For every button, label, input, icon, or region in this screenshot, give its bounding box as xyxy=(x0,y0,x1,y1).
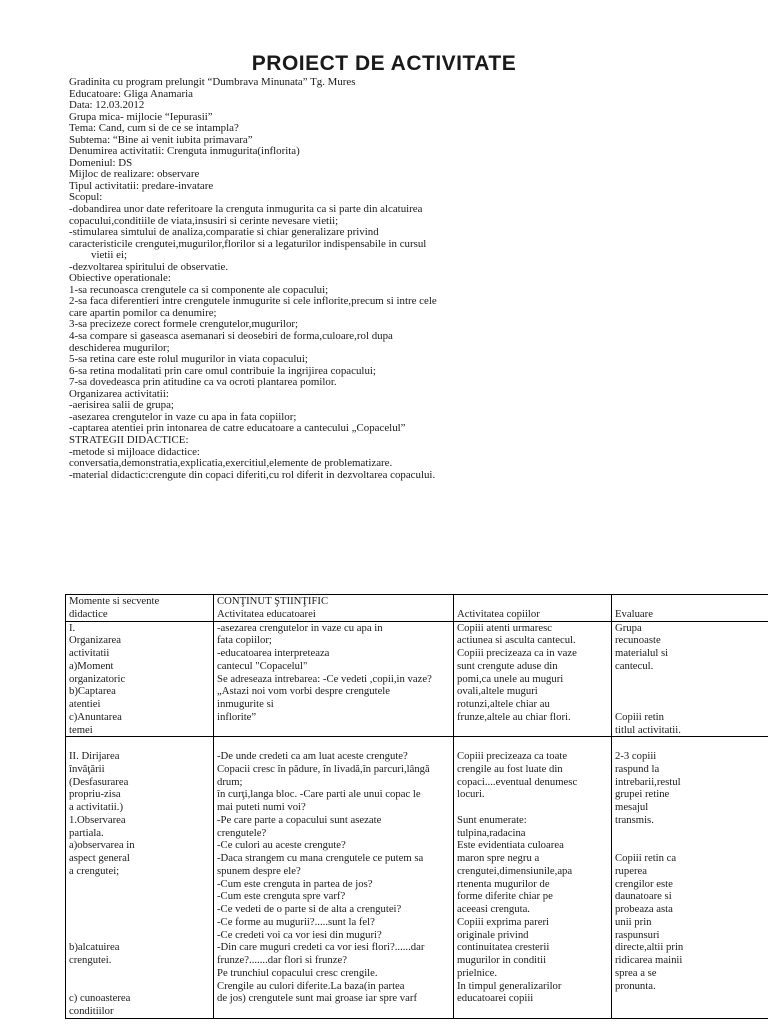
table-cell xyxy=(66,737,214,1019)
cell-line: frunze?.......dar flori si frunze? xyxy=(217,954,347,966)
cell-line: -Din care muguri credeti ca vor iesi flori?......dar xyxy=(217,941,425,954)
body-line: -dobandirea unor date referitoare la crenguta inmugurita ca si parte din alcatuirea xyxy=(69,203,423,216)
cell-line: învăţării xyxy=(69,762,105,775)
cell-line: -Cum este crenguta spre varf? xyxy=(217,890,346,903)
header-cell xyxy=(214,595,454,622)
cell-line xyxy=(69,903,210,916)
body-line: -stimularea simtului de analiza,comparatie si chiar generalizare privind xyxy=(69,226,379,239)
cell-line: mugurilor in conditii xyxy=(457,954,547,966)
cell-line: ridicarea mainii xyxy=(615,954,683,966)
cell-line: Copiii atenti urmaresc xyxy=(457,621,552,634)
cell-line: transmis. xyxy=(615,813,654,826)
cell-line: inflorite” xyxy=(217,710,257,723)
activity-table xyxy=(65,594,768,1019)
cell-line: cantecul. xyxy=(615,659,654,672)
cell-line: copaci....eventual denumesc xyxy=(457,775,578,788)
cell-line: rtenenta mugurilor de xyxy=(457,877,550,890)
body-line: Gradinita cu program prelungit “Dumbrava Minunata” Tg. Mures xyxy=(69,76,356,88)
cell-line xyxy=(615,839,768,852)
cell-line: probeaza asta xyxy=(615,903,673,915)
cell-line xyxy=(457,595,608,608)
cell-line: Evaluare xyxy=(615,607,653,620)
cell-line: CONŢINUT ŞTIINŢIFIC xyxy=(217,595,329,607)
cell-line: grupei retine xyxy=(615,788,670,801)
cell-line: Copacii cresc în pădure, în livadă,în parcuri,lângă xyxy=(217,762,430,775)
cell-line xyxy=(69,929,210,942)
cell-line xyxy=(69,878,210,891)
cell-line: maron spre negru a xyxy=(457,852,540,864)
cell-line: sunt crengute aduse din xyxy=(457,659,558,672)
cell-line: Activitatea copiilor xyxy=(457,607,540,620)
cell-line: spunem despre ele? xyxy=(217,864,301,877)
body-line: -material didactic:crengute din copaci diferiti,cu rol diferit in dezvoltarea copacului. xyxy=(69,468,436,481)
body-line: conversatia,demonstratia,explicatia,exercitiul,elemente de problematizare. xyxy=(69,457,393,470)
cell-line: aspect general xyxy=(69,852,130,864)
cell-line: -Ce culori au aceste crengute? xyxy=(217,839,346,852)
cell-line: -Daca strangem cu mana crengutele ce putem sa xyxy=(217,852,424,864)
cell-line: Activitatea educatoarei xyxy=(217,607,316,620)
cell-line: atentiei xyxy=(69,698,101,710)
cell-line: rotunzi,altele chiar au xyxy=(457,698,550,710)
table-cell xyxy=(454,621,612,737)
cell-line: Grupa xyxy=(615,621,642,634)
cell-line: -Ce forme au mugurii?.....sunt la fel? xyxy=(217,915,375,928)
body-line: -metode si mijloace didactice: xyxy=(69,445,200,458)
cell-line: a)Moment xyxy=(69,659,114,672)
table-cell xyxy=(214,737,454,1019)
cell-line: continuitatea cresterii xyxy=(457,941,550,954)
cell-line: a)observarea in xyxy=(69,839,135,852)
cell-line: c) cunoasterea xyxy=(69,992,131,1005)
table-cell xyxy=(612,737,768,1019)
cell-line: raspund la xyxy=(615,762,660,775)
cell-line: c)Anuntarea xyxy=(69,710,122,723)
cell-line: cantecul "Copacelul" xyxy=(217,659,308,672)
cell-line: tulpina,radacina xyxy=(457,826,526,839)
cell-line xyxy=(69,890,210,903)
body-line: STRATEGII DIDACTICE: xyxy=(69,433,189,446)
cell-line: crengutele? xyxy=(217,826,267,839)
body-line: Subtema: “Bine ai venit iubita primavara” xyxy=(69,133,253,146)
cell-line: -De unde credeti ca am luat aceste crengute? xyxy=(217,750,408,762)
cell-line: Organizarea xyxy=(69,634,122,647)
body-line: deschiderea mugurilor; xyxy=(69,341,170,354)
body-line: care apartin pomilor ca denumire; xyxy=(69,306,217,319)
header-cell xyxy=(454,595,612,622)
body-line: Domeniul: DS xyxy=(69,156,133,169)
table-header-row xyxy=(66,595,768,622)
cell-line xyxy=(69,967,210,980)
body-line: Data: 12.03.2012 xyxy=(69,99,145,112)
body-line: 2-sa faca diferentieri intre crengutele inmugurite si cele inflorite,precum si intre cele xyxy=(69,295,437,308)
body-line: Scopul: xyxy=(69,191,103,204)
table-row xyxy=(66,621,768,737)
cell-line: b)alcatuirea xyxy=(69,941,120,954)
body-line: 4-sa compare si gaseasca asemanari si deosebiri de forma,culoare,rol dupa xyxy=(69,330,393,343)
cell-line: -Ce vedeti de o parte si de alta a crengutei? xyxy=(217,903,402,915)
cell-line: frunze,altele au chiar flori. xyxy=(457,710,571,723)
cell-line: Copiii precizeaza ca toate xyxy=(457,750,568,762)
body-line: -aerisirea salii de grupa; xyxy=(69,399,174,412)
cell-line: Copiii retin ca xyxy=(615,852,677,864)
body-line: 7-sa dovedeasca prin atitudine ca va ocroti plantarea pomilor. xyxy=(69,376,337,389)
body-line: vietii ei; xyxy=(91,249,127,262)
table-cell xyxy=(66,621,214,737)
cell-line: ovali,altele muguri xyxy=(457,685,538,698)
document-title: PROIECT DE ACTIVITATE xyxy=(251,52,517,75)
body-line: 3-sa precizeze corect formele crengutelor,mugurilor; xyxy=(69,318,299,331)
cell-line: crengilor este xyxy=(615,877,673,890)
cell-line: educatoarei copiii xyxy=(457,992,534,1005)
cell-line: drum; xyxy=(217,775,243,788)
cell-line: „Astazi noi vom vorbi despre crengutele xyxy=(217,685,391,698)
table-row xyxy=(66,737,768,1019)
document-body xyxy=(69,77,489,481)
header-cell xyxy=(66,595,214,622)
body-line: Obiective operationale: xyxy=(69,272,171,285)
cell-line: Este evidentiata culoarea xyxy=(457,839,564,852)
body-line: -dezvoltarea spiritului de observatie. xyxy=(69,260,229,273)
cell-line: de jos) crengutele sunt mai groase iar spre varf xyxy=(217,992,418,1005)
cell-line: propriu-zisa xyxy=(69,788,121,801)
cell-line: Copiii exprima pareri xyxy=(457,915,550,928)
cell-line: intrebarii,restul xyxy=(615,775,681,788)
cell-line xyxy=(615,827,768,840)
cell-line: mesajul xyxy=(615,801,649,813)
cell-line: Sunt enumerate: xyxy=(457,813,527,826)
header-cell xyxy=(612,595,768,622)
table-cell xyxy=(214,621,454,737)
cell-line: -Cum este crenguta in partea de jos? xyxy=(217,877,373,890)
cell-line: 2-3 copiii xyxy=(615,750,657,762)
cell-line: recunoaste xyxy=(615,634,661,647)
cell-line xyxy=(457,737,608,750)
cell-line: mai puteti numi voi? xyxy=(217,801,306,813)
cell-line: titlul activitatii. xyxy=(615,723,681,736)
body-line: caracteristicile crengutei,mugurilor,florilor si a legaturilor indispensabile in cursul xyxy=(69,237,427,250)
cell-line: aceeasi crenguta. xyxy=(457,903,530,915)
cell-line: partiala. xyxy=(69,826,104,839)
cell-line: originale privind xyxy=(457,928,529,941)
cell-line xyxy=(69,980,210,993)
cell-line: directe,altii prin xyxy=(615,941,684,954)
body-line: Mijloc de realizare: observare xyxy=(69,168,200,181)
body-line: -captarea atentiei prin intonarea de catre educatoare a cantecului „Copacelul” xyxy=(69,422,406,435)
cell-line: raspunsuri xyxy=(615,928,660,941)
body-line: copacului,conditiile de viata,insusiri si cerinte nevesare vietii; xyxy=(69,214,339,227)
cell-line: forme diferite chiar pe xyxy=(457,890,553,903)
cell-line xyxy=(615,673,768,686)
body-line: 5-sa retina care este rolul mugurilor in viata copacului; xyxy=(69,353,308,366)
cell-line: daunatoare si xyxy=(615,890,672,903)
body-line: Educatoare: Gliga Anamaria xyxy=(69,87,193,100)
cell-line: crengutei. xyxy=(69,954,112,966)
body-line: Tema: Cand, cum si de ce se intampla? xyxy=(69,122,239,135)
body-line: Organizarea activitatii: xyxy=(69,387,169,400)
cell-line: activitatii xyxy=(69,647,110,659)
cell-line: locuri. xyxy=(457,788,485,801)
cell-line xyxy=(69,916,210,929)
cell-line xyxy=(615,698,768,711)
cell-line: unii prin xyxy=(615,915,652,928)
cell-line: crengutei,dimensiunile,apa xyxy=(457,864,573,877)
cell-line: organizatoric xyxy=(69,672,126,685)
cell-line: actiunea si asculta cantecul. xyxy=(457,634,576,647)
cell-line: didactice xyxy=(69,607,108,620)
cell-line: materialul si xyxy=(615,647,669,659)
body-line: Grupa mica- mijlocie “Iepurasii” xyxy=(69,110,213,123)
cell-line: Se adreseaza intrebarea: -Ce vedeti ,copii,in vaze? xyxy=(217,672,432,685)
cell-line: -asezarea crengutelor in vaze cu apa in xyxy=(217,621,383,634)
cell-line: pomi,ca unele au muguri xyxy=(457,672,564,685)
cell-line xyxy=(69,737,210,750)
body-line: Tipul activitatii: predare-invatare xyxy=(69,179,214,192)
cell-line: Crengile au culori diferite.La baza(in partea xyxy=(217,979,405,992)
cell-line: Copiii retin xyxy=(615,710,664,723)
cell-line: II. Dirijarea xyxy=(69,750,120,762)
cell-line: temei xyxy=(69,723,93,736)
cell-line: I. xyxy=(69,621,76,634)
cell-line xyxy=(615,737,768,750)
cell-line: Copiii precizeaza ca in vaze xyxy=(457,647,577,659)
table-cell xyxy=(454,737,612,1019)
cell-line: conditiilor xyxy=(69,1005,114,1017)
cell-line xyxy=(615,685,768,698)
cell-line: 1.Observarea xyxy=(69,813,126,826)
cell-line: inmugurite si xyxy=(217,698,274,710)
cell-line: fata copiilor; xyxy=(217,634,272,647)
body-line: 1-sa recunoasca crengutele ca si componente ale copacului; xyxy=(69,283,329,296)
cell-line: prielnice. xyxy=(457,966,498,979)
cell-line: Pe trunchiul copacului cresc crengile. xyxy=(217,966,378,979)
body-line: 6-sa retina modalitati prin care omul contribuie la ingrijirea copacului; xyxy=(69,364,376,377)
cell-line: crengile au fost luate din xyxy=(457,762,563,775)
body-line: Denumirea activitatii: Crenguta inmugurita(inflorita) xyxy=(69,145,300,158)
cell-line: -educatoarea interpreteaza xyxy=(217,647,330,659)
cell-line: (Desfasurarea xyxy=(69,775,129,788)
cell-line: -Ce credeti voi ca vor iesi din muguri? xyxy=(217,928,382,941)
cell-line xyxy=(457,801,608,814)
cell-line: -Pe care parte a copacului sunt asezate xyxy=(217,813,382,826)
cell-line: pronunta. xyxy=(615,979,656,992)
table-cell xyxy=(612,621,768,737)
cell-line: In timpul generalizarilor xyxy=(457,979,562,992)
cell-line: sprea a se xyxy=(615,966,657,979)
cell-line xyxy=(615,595,768,608)
cell-line: b)Captarea xyxy=(69,685,116,698)
body-line: -asezarea crengutelor in vaze cu apa in fata copiilor; xyxy=(69,410,297,423)
cell-line: ruperea xyxy=(615,864,648,877)
cell-line: a activitatii.) xyxy=(69,801,124,813)
cell-line: a crengutei; xyxy=(69,864,120,877)
cell-line: în curţi,langa bloc. -Care parti ale unui copac le xyxy=(217,788,421,801)
cell-line: Momente si secvente xyxy=(69,595,160,607)
cell-line xyxy=(217,737,450,750)
